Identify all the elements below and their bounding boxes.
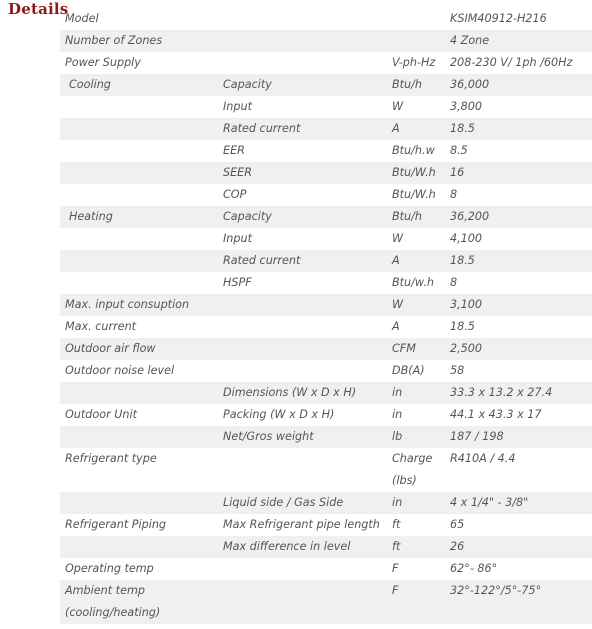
- spec-label: Power Supply: [65, 56, 141, 69]
- spec-row-heating-current: [60, 250, 592, 272]
- spec-label: Outdoor noise level: [65, 364, 175, 377]
- details-heading: Details: [8, 0, 69, 18]
- spec-unit: Btu/h.w: [392, 144, 435, 157]
- spec-value: 2,500: [450, 342, 483, 355]
- spec-row-heating-capacity: [60, 206, 592, 228]
- spec-sublabel: Net/Gros weight: [223, 430, 314, 443]
- spec-unit: in: [392, 496, 403, 509]
- spec-row-refrigerant-type: [60, 448, 592, 492]
- spec-row-cooling-capacity: [60, 74, 592, 96]
- spec-sublabel: EER: [223, 144, 245, 157]
- spec-row-liquid-gas: [60, 492, 592, 514]
- spec-unit: Btu/W.h: [392, 188, 436, 201]
- spec-label: Max. input consuption: [65, 298, 190, 311]
- spec-value: 36,200: [450, 210, 490, 223]
- spec-row-model: [60, 8, 592, 30]
- spec-sublabel: Max Refrigerant pipe length: [223, 518, 380, 531]
- spec-row-power: [60, 52, 592, 74]
- spec-label: Number of Zones: [65, 34, 163, 47]
- spec-value: 8: [450, 188, 458, 201]
- spec-label: Max. current: [65, 320, 137, 333]
- spec-unit: DB(A): [392, 364, 425, 377]
- spec-unit: A: [392, 122, 400, 135]
- spec-unit: F: [392, 562, 399, 575]
- spec-value: 65: [450, 518, 465, 531]
- spec-row-max-current: [60, 316, 592, 338]
- spec-row-cop: [60, 184, 592, 206]
- spec-label: Model: [65, 12, 99, 25]
- spec-sublabel: Rated current: [223, 122, 301, 135]
- spec-sublabel: Capacity: [223, 78, 272, 91]
- spec-value: 8.5: [450, 144, 468, 157]
- spec-label: Ambient temp (cooling/heating): [65, 584, 161, 619]
- spec-sublabel: Rated current: [223, 254, 301, 267]
- spec-row-seer: [60, 162, 592, 184]
- spec-unit: W: [392, 298, 404, 311]
- specifications-table: [60, 8, 592, 624]
- spec-row-max-input: [60, 294, 592, 316]
- spec-sublabel: SEER: [223, 166, 253, 179]
- spec-value: 4 Zone: [450, 34, 490, 47]
- spec-value: 208-230 V/ 1ph /60Hz: [450, 56, 573, 69]
- spec-value: 36,000: [450, 78, 490, 91]
- spec-row-weight: [60, 426, 592, 448]
- spec-value: 32°-122°/5°-75°: [450, 584, 542, 597]
- spec-row-cooling-input: [60, 96, 592, 118]
- spec-row-dimensions: [60, 382, 592, 404]
- spec-unit: in: [392, 386, 403, 399]
- spec-row-packing: [60, 404, 592, 426]
- spec-label: Heating: [69, 210, 113, 223]
- spec-unit: V-ph-Hz: [392, 56, 436, 69]
- spec-sublabel: Dimensions (W x D x H): [223, 386, 357, 399]
- spec-value: R410A / 4.4: [450, 452, 516, 465]
- spec-row-ambient-temp: [60, 580, 592, 624]
- spec-value: 4,100: [450, 232, 483, 245]
- spec-sublabel: Packing (W x D x H): [223, 408, 335, 421]
- spec-label: Outdoor Unit: [65, 408, 138, 421]
- spec-value: 3,100: [450, 298, 483, 311]
- spec-unit: Btu/h: [392, 78, 423, 91]
- spec-label: Operating temp: [65, 562, 154, 575]
- spec-row-operating-temp: [60, 558, 592, 580]
- spec-row-eer: [60, 140, 592, 162]
- spec-value: 26: [450, 540, 465, 553]
- spec-value: 16: [450, 166, 465, 179]
- spec-row-level-difference: [60, 536, 592, 558]
- spec-row-cooling-current: [60, 118, 592, 140]
- spec-unit: W: [392, 232, 404, 245]
- spec-value: 18.5: [450, 122, 475, 135]
- spec-unit: W: [392, 100, 404, 113]
- spec-value: KSIM40912-H216: [450, 12, 547, 25]
- spec-sublabel: HSPF: [223, 276, 252, 289]
- spec-label: Refrigerant type: [65, 452, 157, 465]
- spec-unit: F: [392, 584, 399, 597]
- spec-value: 18.5: [450, 254, 475, 267]
- spec-value: 187 / 198: [450, 430, 504, 443]
- spec-unit: lb: [392, 430, 403, 443]
- spec-row-heating-input: [60, 228, 592, 250]
- spec-row-zones: [60, 30, 592, 52]
- spec-unit: Btu/h: [392, 210, 423, 223]
- spec-label: Refrigerant Piping: [65, 518, 167, 531]
- spec-unit: A: [392, 320, 400, 333]
- spec-unit: A: [392, 254, 400, 267]
- spec-value: 4 x 1/4" - 3/8": [450, 496, 529, 509]
- spec-sublabel: Input: [223, 232, 252, 245]
- spec-row-air-flow: [60, 338, 592, 360]
- spec-unit: ft: [392, 518, 401, 531]
- spec-unit: ft: [392, 540, 401, 553]
- spec-value: 44.1 x 43.3 x 17: [450, 408, 542, 421]
- spec-unit: Btu/W.h: [392, 166, 436, 179]
- spec-value: 18.5: [450, 320, 475, 333]
- spec-label: Outdoor air flow: [65, 342, 156, 355]
- spec-row-hspf: [60, 272, 592, 294]
- spec-value: 33.3 x 13.2 x 27.4: [450, 386, 553, 399]
- spec-sublabel: Input: [223, 100, 252, 113]
- spec-value: 62°- 86°: [450, 562, 498, 575]
- spec-value: 58: [450, 364, 465, 377]
- spec-sublabel: COP: [223, 188, 247, 201]
- spec-unit: CFM: [392, 342, 416, 355]
- spec-value: 8: [450, 276, 458, 289]
- spec-row-pipe-length: [60, 514, 592, 536]
- spec-unit: Btu/w.h: [392, 276, 435, 289]
- spec-label: Cooling: [69, 78, 111, 91]
- spec-sublabel: Capacity: [223, 210, 272, 223]
- spec-row-noise: [60, 360, 592, 382]
- spec-unit: Charge (lbs): [392, 452, 433, 487]
- spec-unit: in: [392, 408, 403, 421]
- spec-sublabel: Liquid side / Gas Side: [223, 496, 344, 509]
- spec-sublabel: Max difference in level: [223, 540, 351, 553]
- spec-value: 3,800: [450, 100, 483, 113]
